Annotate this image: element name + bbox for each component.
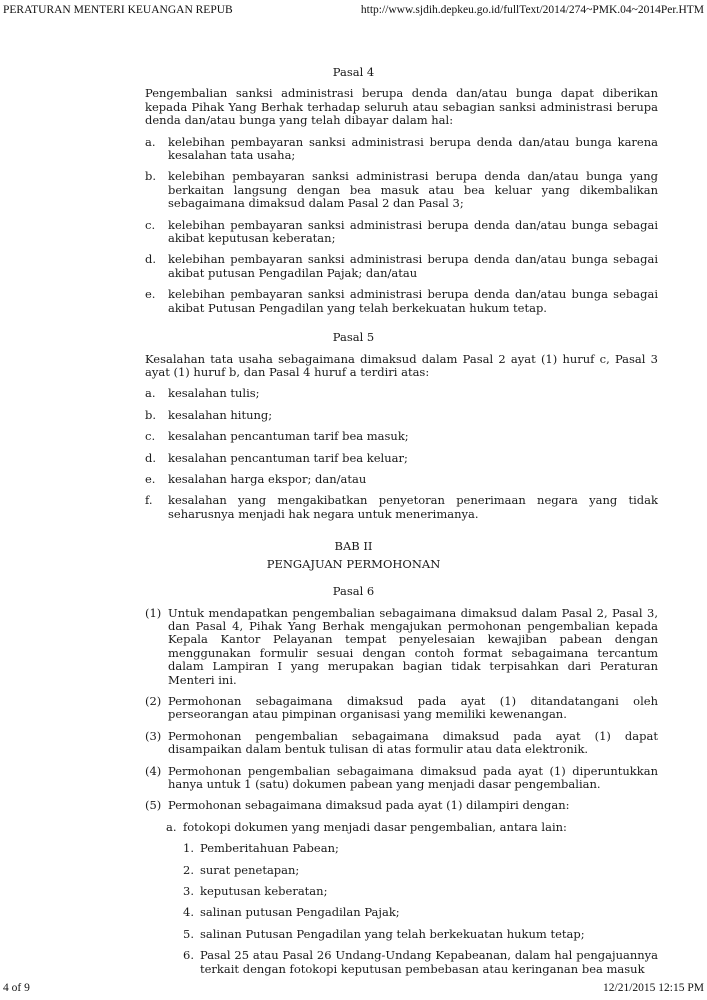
list-item-pasal6-5-a-4	[183, 906, 658, 919]
list-text: kesalahan harga ekspor; dan/atau	[168, 471, 367, 486]
document-title: PERATURAN MENTERI KEUANGAN REPUB	[3, 4, 233, 16]
list-marker: a.	[145, 386, 156, 401]
list-marker: (4)	[145, 763, 162, 778]
list-text: kelebihan pembayaran sanksi administrasi berupa denda dan/atau bunga yang berkaitan langsung dengan bea masuk atau bea keluar yang dikembalikan sebagaimana dimaksud dalam Pasal 2 dan Pasal 3;	[168, 169, 658, 211]
document-url: http://www.sjdih.depkeu.go.id/fullText/2014/274~PMK.04~2014Per.HTM	[360, 4, 704, 16]
list-marker: (1)	[145, 605, 162, 620]
list-text: fotokopi dokumen yang menjadi dasar pengembalian, antara lain:	[183, 819, 567, 834]
list-text: salinan putusan Pengadilan Pajak;	[200, 905, 400, 920]
list-marker: a.	[145, 134, 156, 149]
list-item-pasal6-1	[145, 607, 658, 687]
list-item-pasal4-b	[145, 170, 658, 210]
pasal-5-intro: Kesalahan tata usaha sebagaimana dimaksud dalam Pasal 2 ayat (1) huruf c, Pasal 3 ayat (1) huruf b, dan Pasal 4 huruf a terdiri atas:	[145, 351, 658, 379]
list-item-pasal4-e	[145, 288, 658, 315]
list-marker: c.	[145, 429, 156, 444]
list-text: keputusan keberatan;	[200, 884, 328, 899]
list-item-pasal6-5-a	[166, 821, 658, 834]
list-marker: 1.	[183, 841, 194, 856]
list-marker: d.	[145, 252, 157, 267]
list-marker: e.	[145, 287, 156, 302]
list-marker: e.	[145, 471, 156, 486]
list-marker: 2.	[183, 862, 194, 877]
list-marker: b.	[145, 407, 157, 422]
list-item-pasal4-d	[145, 253, 658, 280]
list-marker: a.	[166, 819, 177, 834]
list-text: Pasal 25 atau Pasal 26 Undang-Undang Kepabeanan, dalam hal pengajuannya terkait dengan fotokopi keputusan pembebasan atau keringanan bea masuk	[200, 948, 658, 976]
list-item-pasal6-3	[145, 730, 658, 757]
list-item-pasal5-f	[145, 494, 658, 521]
list-marker: d.	[145, 450, 157, 465]
list-item-pasal5-b	[145, 409, 658, 422]
list-item-pasal5-c	[145, 430, 658, 443]
list-text: Pemberitahuan Pabean;	[200, 841, 339, 856]
print-timestamp: 12/21/2015 12:15 PM	[603, 982, 704, 994]
pasal-4-intro: Pengembalian sanksi administrasi berupa denda dan/atau bunga dapat diberikan kepada Pihak Yang Berhak terhadap seluruh atau sebagian sanksi administrasi berupa denda dan/atau bunga yang telah dibayar dalam hal:	[145, 86, 658, 128]
list-text: kelebihan pembayaran sanksi administrasi berupa denda dan/atau bunga sebagai akibat Putusan Pengadilan yang telah berkekuatan hukum tetap.	[168, 287, 658, 315]
list-marker: 3.	[183, 884, 194, 899]
list-text: kesalahan yang mengakibatkan penyetoran penerimaan negara yang tidak seharusnya menjadi hak negara untuk menerimanya.	[168, 493, 658, 521]
list-text: surat penetapan;	[200, 862, 300, 877]
document-body	[145, 66, 658, 984]
heading-bab-2	[0, 537, 707, 573]
list-text: kelebihan pembayaran sanksi administrasi berupa denda dan/atau bunga karena kesalahan tata usaha;	[168, 134, 658, 163]
list-text: Permohonan sebagaimana dimaksud pada ayat (1) dilampiri dengan:	[168, 798, 570, 813]
list-text: kesalahan tulis;	[168, 386, 260, 401]
list-marker: 6.	[183, 948, 194, 963]
list-text: Permohonan pengembalian sebagaimana dimaksud pada ayat (1) dapat disampaikan dalam bentuk tulisan di atas formulir atau data elektronik.	[168, 728, 658, 757]
list-item-pasal6-4	[145, 765, 658, 792]
list-text: kesalahan pencantuman tarif bea keluar;	[168, 450, 408, 465]
list-item-pasal4-a	[145, 136, 658, 163]
list-text: kelebihan pembayaran sanksi administrasi berupa denda dan/atau bunga sebagai akibat putusan Pengadilan Pajak; dan/atau	[168, 252, 658, 280]
list-text: Untuk mendapatkan pengembalian sebagaimana dimaksud dalam Pasal 2, Pasal 3, dan Pasal 4, Pihak Yang Berhak mengajukan permohonan pengembalian kepada Kepala Kantor Pelayanan tempat penyelesaian kewajiban pabean dengan menggunakan formulir sesuai dengan contoh format sebagaimana tercantum dalam Lampiran I yang merupakan bagian tidak terpisahkan dari Peraturan Menteri ini.	[168, 605, 658, 687]
list-item-pasal5-a	[145, 387, 658, 400]
list-marker: (5)	[145, 798, 162, 813]
list-text: kesalahan pencantuman tarif bea masuk;	[168, 429, 409, 444]
list-marker: c.	[145, 217, 156, 232]
list-text: Permohonan pengembalian sebagaimana dimaksud pada ayat (1) diperuntukkan hanya untuk 1 (satu) dokumen pabean yang menjadi dasar pengembalian.	[168, 763, 658, 792]
list-item-pasal4-c	[145, 219, 658, 246]
list-item-pasal6-5-a-6	[183, 949, 658, 976]
list-item-pasal6-5	[145, 799, 658, 812]
list-marker: 4.	[183, 905, 194, 920]
print-header	[3, 4, 704, 16]
list-item-pasal6-5-a-5	[183, 928, 658, 941]
list-text: Permohonan sebagaimana dimaksud pada ayat (1) ditandatangani oleh perseorangan atau pimpinan organisasi yang memiliki kewenangan.	[168, 694, 658, 722]
heading-pasal-5: Pasal 5	[332, 330, 375, 345]
heading-pasal-4: Pasal 4	[332, 65, 375, 79]
list-marker: 5.	[183, 926, 194, 941]
list-marker: f.	[145, 493, 153, 508]
list-marker: (2)	[145, 694, 162, 708]
list-marker: (3)	[145, 728, 162, 743]
list-item-pasal6-5-a-1	[183, 842, 658, 855]
list-item-pasal6-5-a-2	[183, 864, 658, 877]
page-number: 4 of 9	[3, 982, 30, 994]
list-text: salinan Putusan Pengadilan yang telah berkekuatan hukum tetap;	[200, 926, 585, 941]
list-text: kesalahan hitung;	[168, 407, 273, 422]
list-marker: b.	[145, 169, 157, 184]
print-footer	[3, 982, 704, 994]
chapter-title: PENGAJUAN PERMOHONAN	[266, 557, 441, 572]
list-item-pasal6-5-a-3	[183, 885, 658, 898]
list-item-pasal5-e	[145, 473, 658, 486]
list-item-pasal6-2	[145, 695, 658, 722]
chapter-number: BAB II	[334, 539, 373, 554]
heading-pasal-6: Pasal 6	[332, 584, 375, 599]
list-item-pasal5-d	[145, 452, 658, 465]
list-text: kelebihan pembayaran sanksi administrasi berupa denda dan/atau bunga sebagai akibat keputusan keberatan;	[168, 217, 658, 246]
